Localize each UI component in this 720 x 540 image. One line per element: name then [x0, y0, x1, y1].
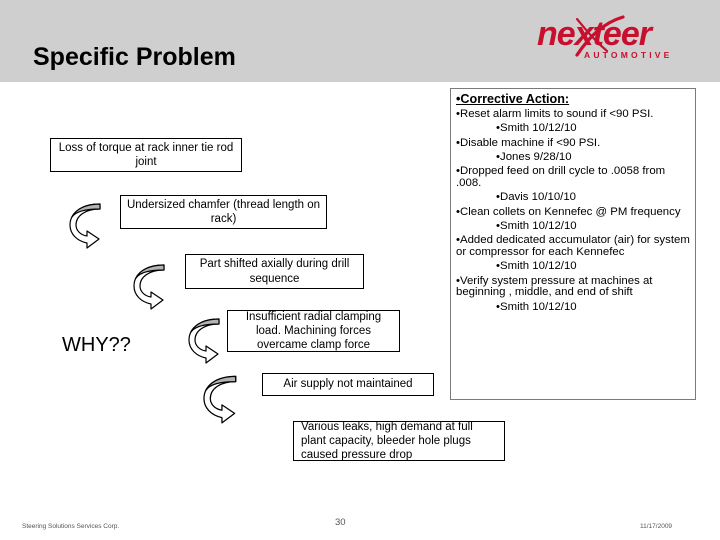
- bullet-glyph: •: [456, 92, 461, 106]
- corrective-action-owner-2: [456, 152, 690, 164]
- corrective-action-item-5: [456, 235, 690, 258]
- corrective-action-item-2-label: Disable machine if <90 PSI.: [460, 136, 601, 149]
- cause-box-1: [50, 138, 242, 172]
- corrective-action-item-4: [456, 207, 690, 219]
- corrective-action-item-1-label: Reset alarm limits to sound if <90 PSI.: [460, 107, 654, 120]
- logo-tagline: AUTOMOTIVE: [584, 50, 673, 60]
- bullet-glyph: •: [456, 136, 460, 149]
- why-label: WHY??: [62, 334, 131, 356]
- corrective-action-heading-label: Corrective Action:: [460, 92, 570, 106]
- corrective-action-item-3-label: Dropped feed on drill cycle to .0058 from .008.: [456, 165, 666, 189]
- logo-wordmark: nexteer: [537, 15, 651, 53]
- footer-date: 11/17/2009: [640, 523, 673, 530]
- curved-arrow-icon-1: [66, 198, 110, 250]
- footer-page-number: 30: [335, 517, 346, 528]
- cause-box-6: [293, 421, 505, 461]
- corrective-action-owner-1: [456, 123, 690, 135]
- bullet-glyph: •: [496, 191, 500, 204]
- cause-box-1-label: Loss of torque at rack inner tie rod joint: [58, 141, 234, 168]
- page-title: Specific Problem: [33, 43, 236, 71]
- cause-box-5-label: Air supply not maintained: [283, 378, 413, 391]
- bullet-glyph: •: [456, 205, 460, 218]
- cause-box-4: [227, 310, 400, 352]
- cause-box-3: [185, 254, 364, 289]
- cause-box-6-label: Various leaks, high demand at full plant capacity, bleeder hole plugs caused pressure drop: [301, 420, 473, 462]
- corrective-action-item-6-label: Verify system pressure at machines at beginning , middle, and end of shift: [456, 274, 653, 299]
- corrective-action-owner-3: [456, 192, 690, 204]
- corrective-action-item-3: [456, 166, 690, 189]
- corrective-action-item-2: [456, 138, 690, 150]
- curved-arrow-icon-2: [130, 259, 174, 311]
- footer-company: Steering Solutions Services Corp.: [22, 523, 120, 530]
- corrective-action-owner-6-label: Smith 10/12/10: [500, 300, 577, 313]
- corrective-action-owner-4: [456, 221, 690, 233]
- corrective-action-item-4-label: Clean collets on Kennefec @ PM frequency: [460, 205, 681, 218]
- curved-arrow-icon-3: [185, 313, 229, 365]
- cause-box-4-label: Insufficient radial clamping load. Machining forces overcame clamp force: [245, 310, 382, 352]
- corrective-action-heading: [456, 93, 690, 106]
- corrective-action-owner-5-label: Smith 10/12/10: [500, 260, 577, 273]
- corrective-action-owner-5: [456, 261, 690, 273]
- corrective-action-owner-4-label: Smith 10/12/10: [500, 219, 577, 232]
- cause-box-2: [120, 195, 327, 229]
- nexteer-logo: [537, 17, 697, 65]
- bullet-glyph: •: [456, 107, 460, 120]
- curved-arrow-icon-4: [199, 370, 247, 425]
- bullet-glyph: •: [456, 165, 460, 178]
- corrective-action-item-1: [456, 109, 690, 121]
- bullet-glyph: •: [496, 300, 500, 313]
- bullet-glyph: •: [456, 274, 460, 287]
- bullet-glyph: •: [496, 121, 500, 134]
- bullet-glyph: •: [456, 234, 460, 247]
- bullet-glyph: •: [496, 260, 500, 273]
- corrective-action-owner-6: [456, 302, 690, 314]
- cause-box-5: [262, 373, 434, 396]
- corrective-action-owner-3-label: Davis 10/10/10: [500, 191, 576, 204]
- cause-box-2-label: Undersized chamfer (thread length on rack): [126, 198, 321, 225]
- corrective-action-item-5-label: Added dedicated accumulator (air) for system or compressor for each Kennefec: [456, 234, 690, 259]
- corrective-action-item-6: [456, 276, 690, 299]
- cause-box-3-label: Part shifted axially during drill sequence: [199, 258, 350, 285]
- corrective-action-owner-1-label: Smith 10/12/10: [500, 121, 577, 134]
- bullet-glyph: •: [496, 219, 500, 232]
- corrective-action-panel: [450, 88, 696, 400]
- bullet-glyph: •: [496, 150, 500, 163]
- corrective-action-owner-2-label: Jones 9/28/10: [500, 150, 572, 163]
